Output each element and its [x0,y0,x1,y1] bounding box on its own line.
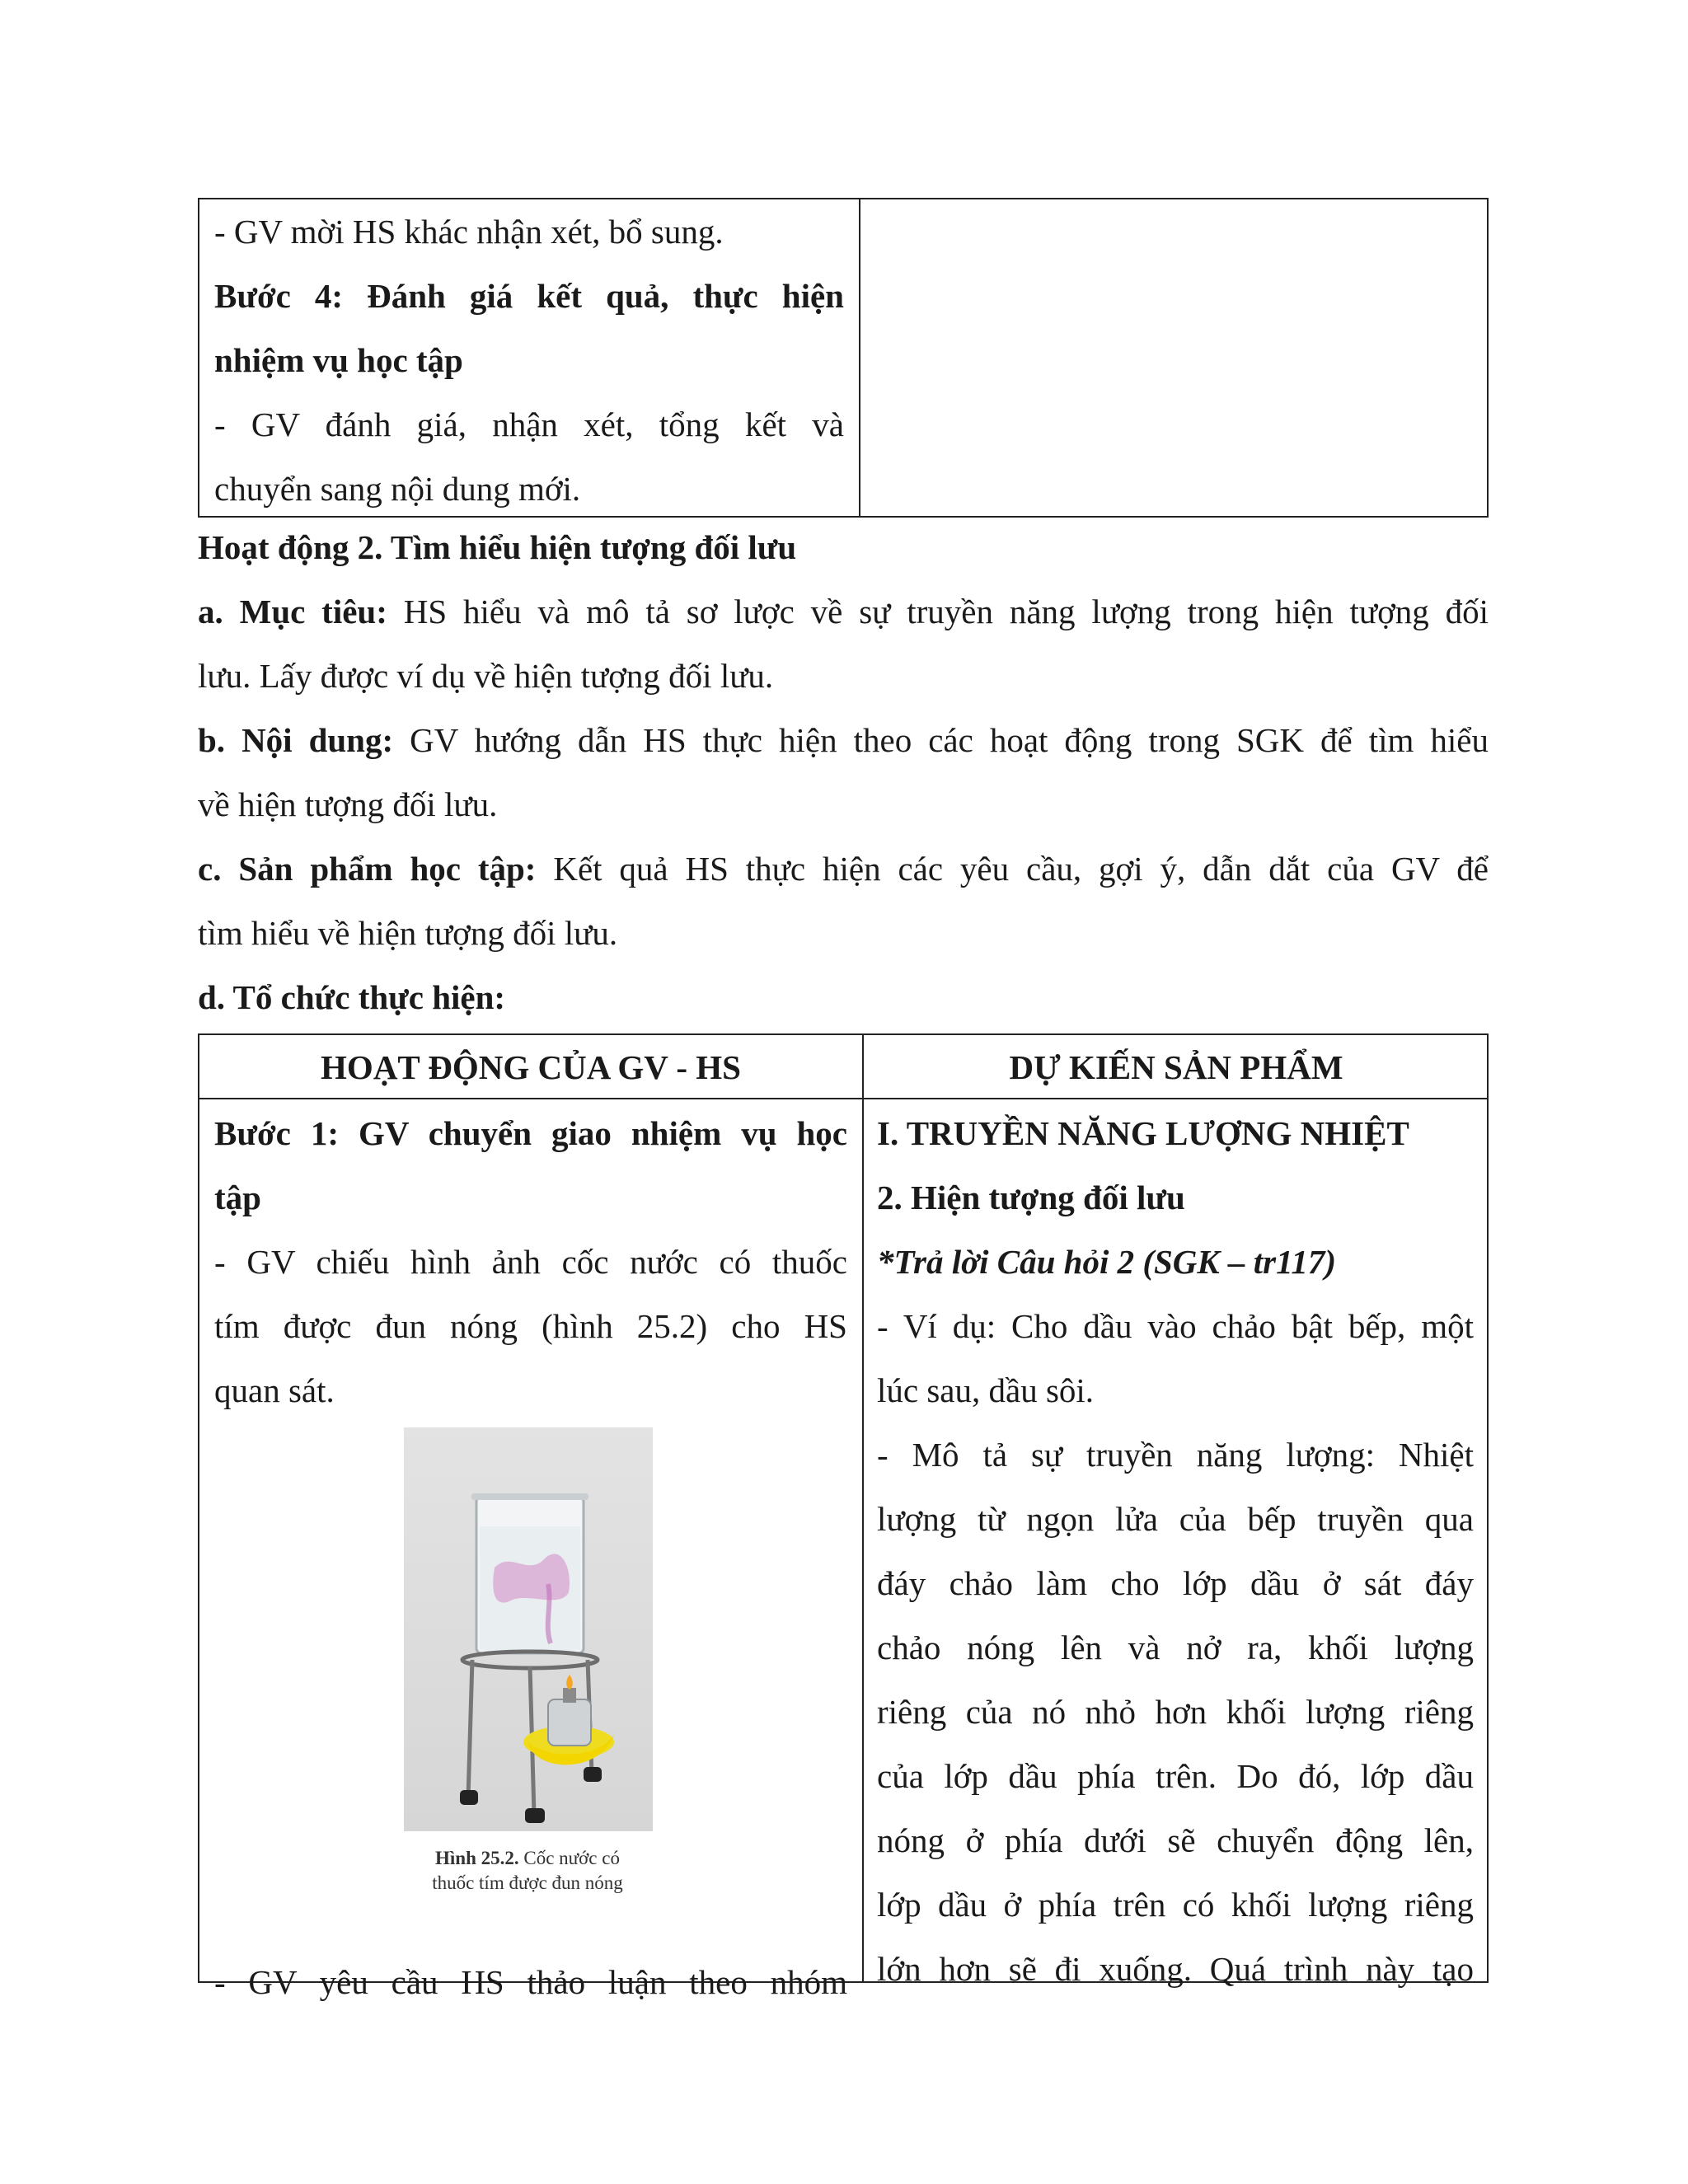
caption-label: Hình 25.2. [435,1848,519,1868]
noi-dung-label: b. Nội dung: [198,721,394,759]
text-line: - Mô tả sự truyền năng lượng: Nhiệt [877,1436,1474,1474]
text-line: - GV mời HS khác nhận xét, bổ sung. [214,213,724,251]
text-line: - Ví dụ: Cho dầu vào chảo bật bếp, một [877,1307,1474,1345]
text-line: quan sát. [214,1371,335,1409]
text-line: đáy chảo làm cho lớp dầu ở sát đáy [877,1564,1474,1602]
left-column [214,1101,847,1422]
continuation-table [198,198,1489,518]
left-column-bottom [214,1950,847,2014]
figure-caption [363,1846,692,1896]
caption-text: Cốc nước có [523,1848,620,1868]
activity-heading: Hoạt động 2. Tìm hiểu hiện tượng đối lưu [198,528,797,566]
text-line: của lớp dầu phía trên. Do đó, lớp dầu [877,1757,1474,1795]
header-right: DỰ KIẾN SẢN PHẨM [1009,1048,1343,1086]
text-line: lớp dầu ở phía trên có khối lượng riêng [877,1886,1474,1924]
header-left: HOẠT ĐỘNG CỦA GV - HS [321,1048,741,1086]
muc-tieu-line2: lưu. Lấy được ví dụ về hiện tượng đối lưu. [198,657,774,695]
step1-heading-cont: tập [214,1179,261,1216]
san-pham-line2: tìm hiểu về hiện tượng đối lưu. [198,914,618,952]
text-line: chuyển sang nội dung mới. [214,470,581,508]
text-line: tím được đun nóng (hình 25.2) cho HS [214,1307,847,1345]
column-divider [862,1035,864,1981]
caption-line1 [363,1846,692,1871]
muc-tieu-line [198,579,1489,644]
step1-heading: Bước 1: GV chuyển giao nhiệm vụ học [214,1114,847,1152]
column-divider [859,199,860,516]
to-chuc-heading: d. Tổ chức thực hiện: [198,978,506,1016]
activity-section [198,515,1489,1029]
step4-heading-cont: nhiệm vụ học tập [214,341,463,379]
muc-tieu-label: a. Mục tiêu: [198,593,387,630]
beaker-illustration [404,1427,653,1831]
text-line: riêng của nó nhỏ hơn khối lượng riêng [877,1693,1474,1731]
text-line: nóng ở phía dưới sẽ chuyển động lên, [877,1821,1474,1859]
section-title: I. TRUYỀN NĂNG LƯỢNG NHIỆT [877,1114,1409,1152]
san-pham-label: c. Sản phẩm học tập: [198,850,537,888]
caption-line2: thuốc tím được đun nóng [432,1872,623,1893]
right-column [877,1101,1474,2001]
san-pham-text: Kết quả HS thực hiện các yêu cầu, gợi ý, dẫn dắt của GV để [553,850,1489,888]
text-line: lượng từ ngọn lửa của bếp truyền qua [877,1500,1474,1538]
text-line: chảo nóng lên và nở ra, khối lượng [877,1629,1474,1666]
noi-dung-line [198,708,1489,772]
header-divider [199,1098,1487,1099]
section-subtitle: 2. Hiện tượng đối lưu [877,1179,1185,1216]
text-line: lúc sau, dầu sôi. [877,1371,1095,1409]
answer-heading: *Trả lời Câu hỏi 2 (SGK – tr117) [877,1243,1337,1281]
text-line: - GV chiếu hình ảnh cốc nước có thuốc [214,1243,847,1281]
muc-tieu-text: HS hiểu và mô tả sơ lược về sự truyền năng lượng trong hiện tượng đối [403,593,1489,630]
text-line: lớn hơn sẽ đi xuống. Quá trình này tạo [877,1950,1474,1988]
beaker-figure [404,1427,653,1831]
activity-table [198,1033,1489,2001]
san-pham-line [198,837,1489,901]
text-line: - GV yêu cầu HS thảo luận theo nhóm [214,1963,847,2001]
noi-dung-line2: về hiện tượng đối lưu. [198,785,498,823]
step4-heading: Bước 4: Đánh giá kết quả, thực hiện [214,277,844,315]
left-cell [214,199,844,521]
text-line: - GV đánh giá, nhận xét, tổng kết và [214,405,844,443]
noi-dung-text: GV hướng dẫn HS thực hiện theo các hoạt động trong SGK để tìm hiểu [410,721,1489,759]
